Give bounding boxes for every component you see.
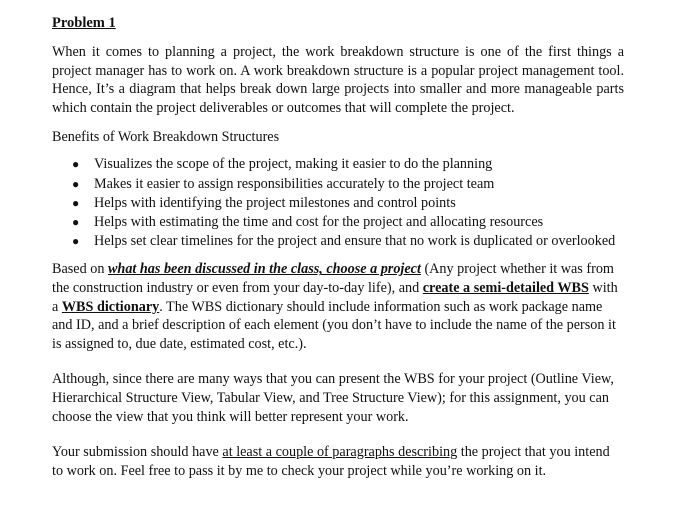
bullet-icon: ● (72, 195, 80, 210)
list-item-text: Helps with estimating the time and cost for the project and allocating resources (94, 213, 544, 230)
document-page (52, 14, 624, 480)
benefits-list (52, 155, 624, 251)
benefits-heading: Benefits of Work Breakdown Structures (52, 129, 280, 146)
problem-title: Problem 1 (52, 15, 116, 31)
list-item (52, 213, 624, 232)
list-item-text: Visualizes the scope of the project, making it easier to do the planning (94, 156, 493, 173)
semi-detailed-wbs-emphasis: create a semi-detailed WBS (422, 279, 589, 296)
intro-paragraph: When it comes to planning a project, the work breakdown structure is one of the first things a project manager has to work on. A work breakdown structure is a popular project management tool. Hence, It’s a diagram that helps break down large projects into smaller and more manageable parts which contain the project deliverables or outcomes that will complete the project. (52, 44, 624, 116)
list-item (52, 175, 624, 194)
list-item (52, 232, 624, 251)
wbs-dictionary-emphasis: WBS dictionary (61, 298, 160, 315)
assignment-paragraph (52, 260, 624, 353)
views-paragraph: Although, since there are many ways that you can present the WBS for your project (Outline View, Hierarchical Structure View, Tabular View, and Tree Structure View); for this assignment, you can choose the view that you think will better represent your work. (52, 371, 614, 425)
assignment-text: with a (52, 279, 618, 315)
paragraphs-requirement-emphasis: at least a couple of paragraphs describing (222, 444, 458, 461)
submission-paragraph (52, 443, 624, 480)
bullet-icon: ● (72, 214, 80, 229)
assignment-text: Based on (52, 261, 108, 278)
list-item-text: Helps with identifying the project milestones and control points (94, 194, 456, 211)
bullet-icon: ● (72, 234, 80, 249)
list-item-text: Makes it easier to assign responsibilities accurately to the project team (94, 175, 495, 192)
list-item-text: Helps set clear timelines for the project and ensure that no work is duplicated or overlooked (94, 233, 616, 250)
list-item (52, 155, 624, 174)
submission-text: the project that you intend to work on. Feel free to pass it by me to check your project while you’re working on it. (52, 444, 610, 479)
bullet-icon: ● (72, 176, 80, 191)
choose-project-emphasis: what has been discussed in the class, choose a project (107, 261, 421, 278)
bullet-icon: ● (72, 157, 80, 172)
assignment-text: (Any project whether it was from the construction industry or even from your day-to-day life), and (52, 261, 614, 296)
list-item (52, 194, 624, 213)
submission-text: Your submission should have (52, 444, 223, 461)
assignment-text: . The WBS dictionary should include information such as work package name and ID, and a brief description of each element (you don’t have to include the name of the person it is assigned to, due date, estimated cost, etc.). (52, 298, 616, 352)
